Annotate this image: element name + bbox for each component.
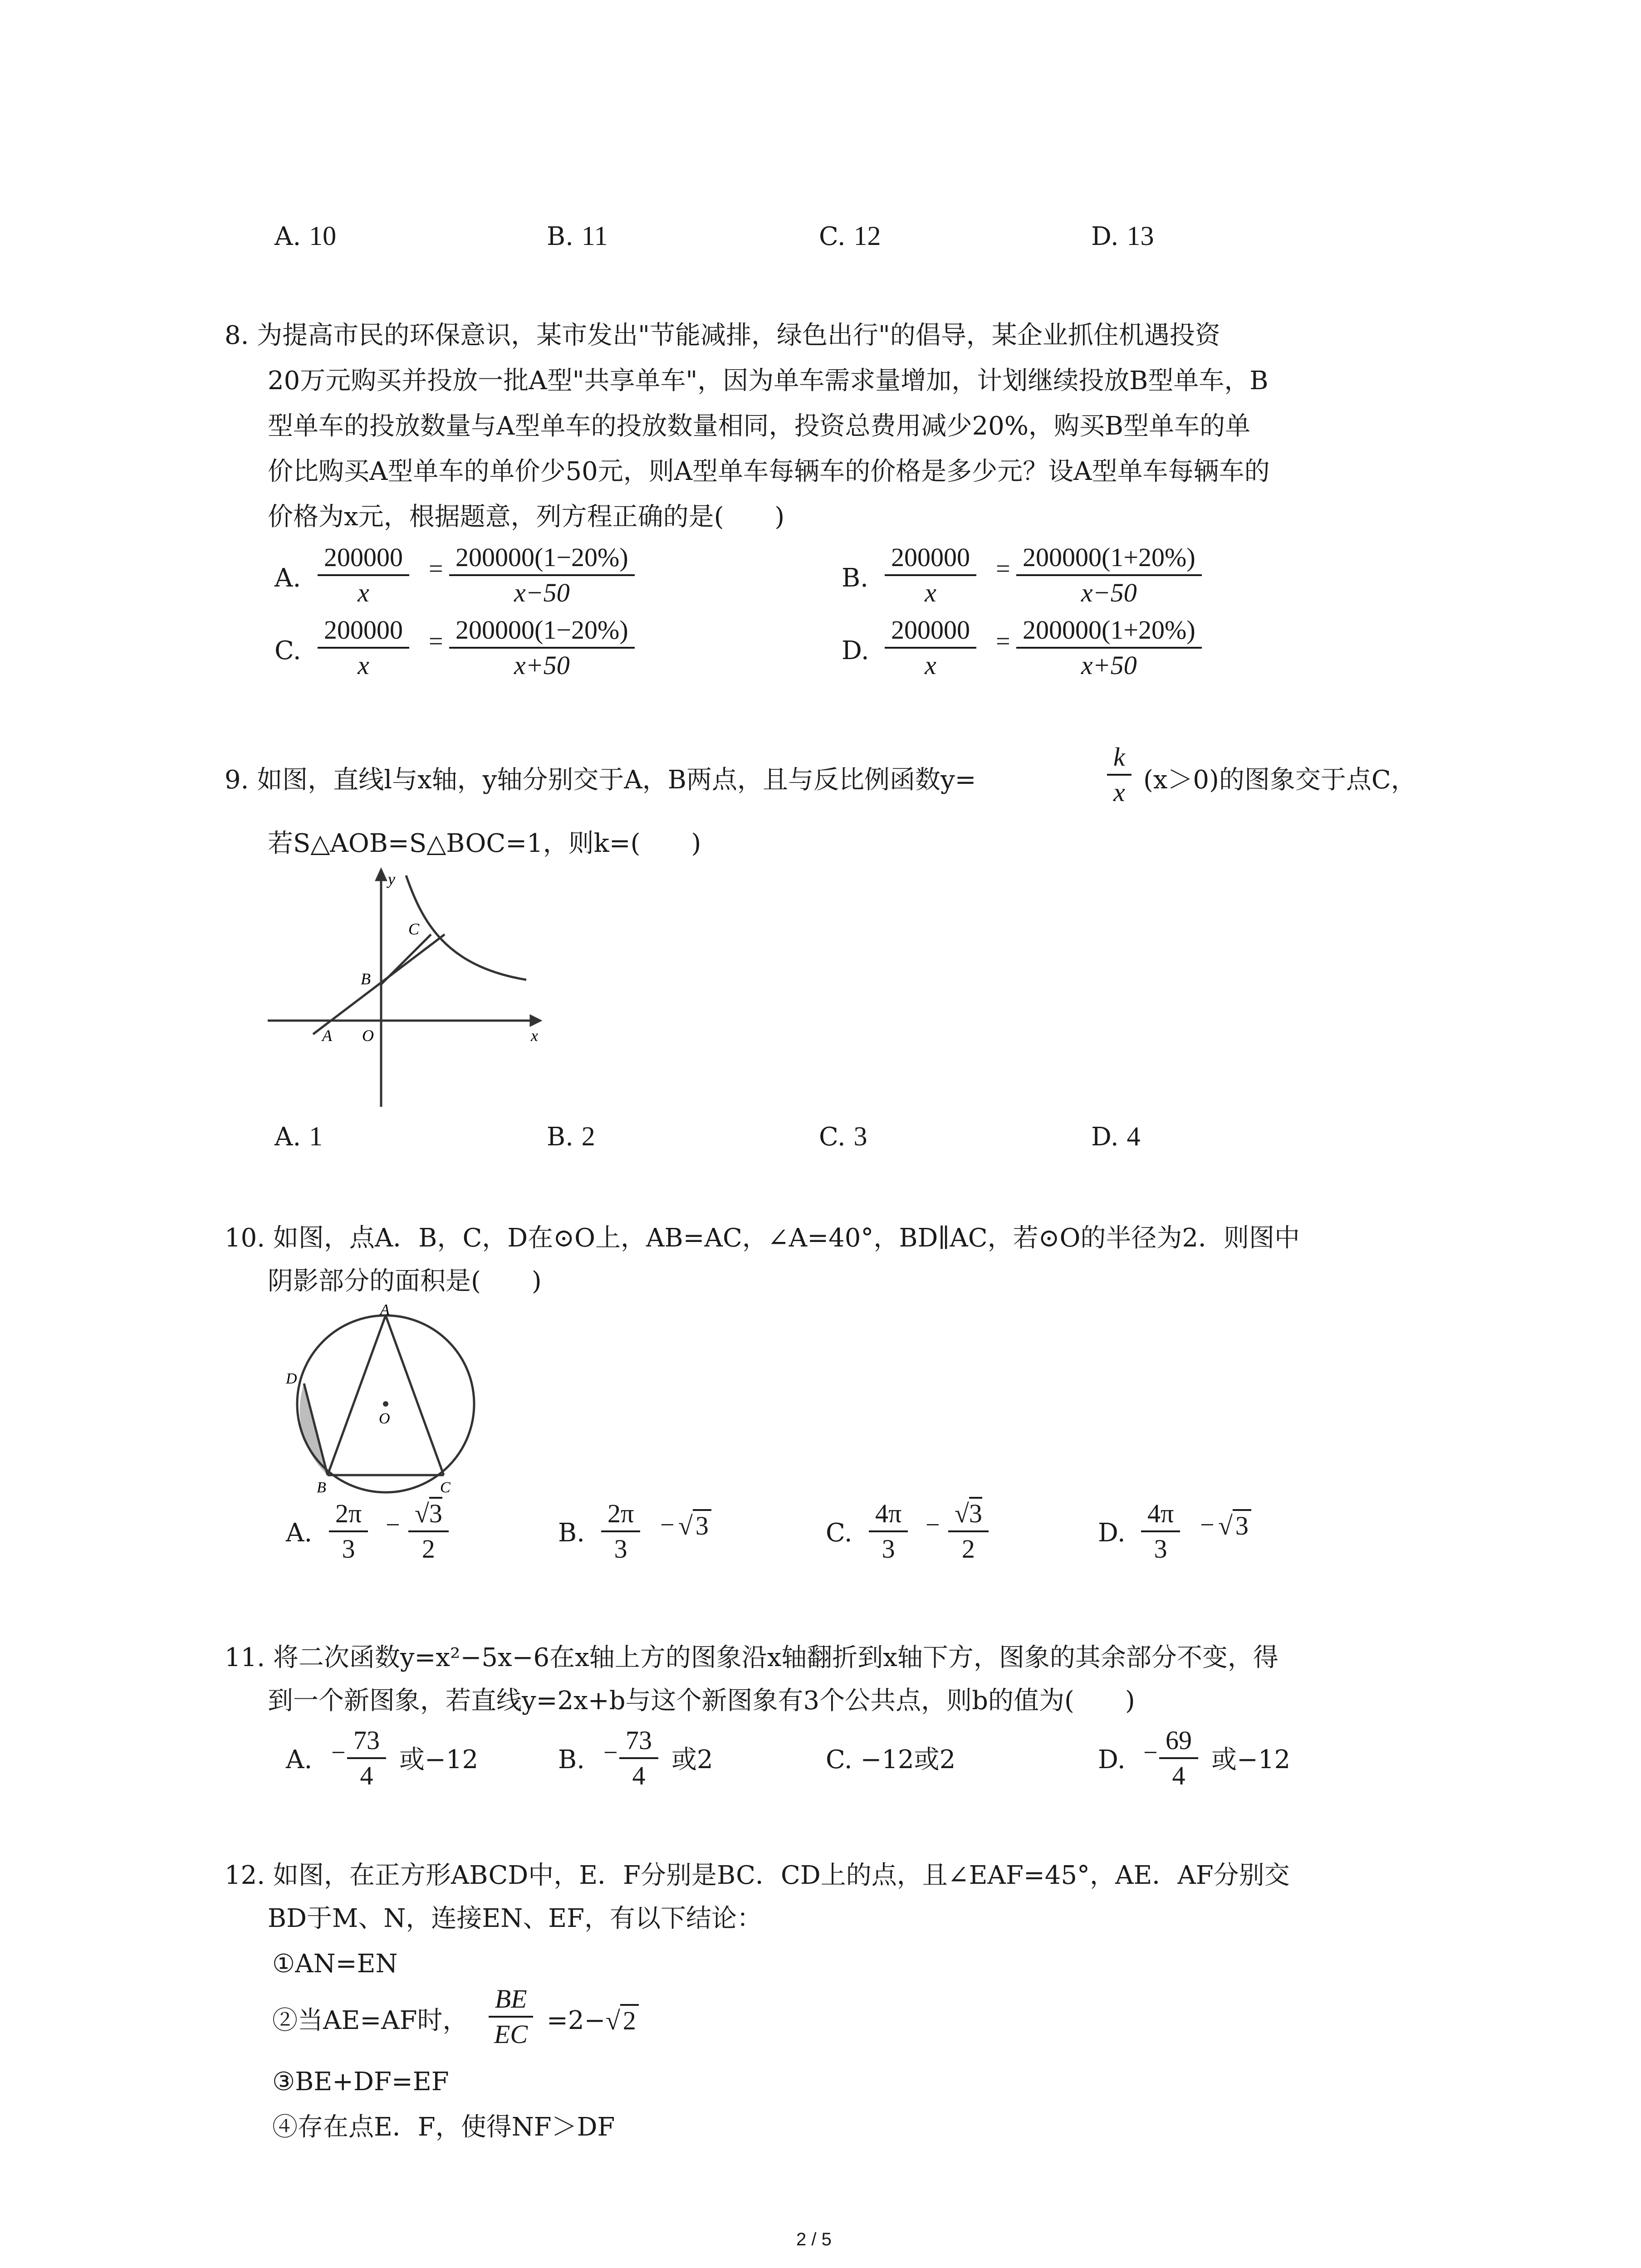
q9-label-y: y (388, 870, 395, 888)
q11-option-b-frac: $\frac{73}{4}$ (619, 1724, 658, 1793)
q11-line-1: 11. 将二次函数y=x²−5x−6在x轴上方的图象沿x轴翻折到x轴下方，图象的其余部分不变，得 (225, 1643, 1279, 1672)
q8-line-3: 型单车的投放数量与A型单车的投放数量相同，投资总费用减少20%，购买B型单车的单 (268, 411, 1251, 441)
q10-line-2: 阴影部分的面积是( ) (268, 1266, 542, 1296)
q11-option-a-rest: 或−12 (399, 1745, 479, 1774)
q9-label-o: O (362, 1026, 374, 1045)
q8-option-c-right-frac: $\frac{200000(1-20\%)}{x+50}$ (449, 613, 635, 682)
q11-line-2: 到一个新图象，若直线y=2x+b与这个新图象有3个公共点，则b的值为( ) (268, 1686, 1135, 1716)
q10-option-d-frac: $\frac{4\pi}{3}$ (1141, 1497, 1180, 1566)
q7-option-c: C. 12 (819, 221, 881, 251)
q10-option-d-minus: − (1200, 1511, 1215, 1539)
q8-option-b-left-frac: $\frac{200000}{x}$ (885, 541, 976, 610)
q10-option-d-label: D. (1098, 1518, 1126, 1548)
q10-option-a-frac: $\frac{2\pi}{3}$ (329, 1497, 368, 1566)
q9-option-d: D. 4 (1091, 1121, 1141, 1152)
q11-option-d-label: D. (1098, 1745, 1126, 1774)
q8-line-4: 价比购买A型单车的单价少50元，则A型单车每辆车的价格是多少元？设A型单车每辆车的 (268, 457, 1270, 486)
q10-figure-circle (277, 1302, 485, 1501)
q9-line-2: 若S△AOB=S△BOC=1，则k=( ) (268, 829, 701, 858)
q8-line-2: 20万元购买并投放一批A型"共享单车"，因为单车需求量增加，计划继续投放B型单车，B (268, 366, 1269, 396)
q10-option-b-frac: $\frac{2\pi}{3}$ (601, 1497, 640, 1566)
q11-option-b-sign: − (603, 1739, 618, 1767)
q8-option-d-right-frac: $\frac{200000(1+20\%)}{x+50}$ (1016, 613, 1202, 682)
q7-option-b: B. 11 (547, 221, 608, 251)
q10-chord-ac (386, 1315, 444, 1475)
q8-option-c-label: C. (274, 636, 301, 665)
q7-option-a: A. 10 (274, 221, 337, 251)
q9-line-l (313, 934, 445, 1034)
q10-option-a-root-frac: $\frac{√3}{2}$ (408, 1497, 449, 1566)
q10-option-b-label: B. (558, 1518, 585, 1548)
q11-option-a-frac: $\frac{73}{4}$ (347, 1724, 386, 1793)
q10-option-c-root-frac: $\frac{√3}{2}$ (948, 1497, 989, 1566)
q11-option-d-sign: − (1143, 1739, 1158, 1767)
q9-label-c: C (408, 920, 420, 938)
q10-option-c-label: C. (826, 1518, 852, 1548)
q12-frac-be-ec: $\frac{BE}{EC}$ (488, 1982, 534, 2051)
q9-label-a: A (322, 1026, 332, 1045)
q12-conclusion-2a: ②当AE=AF时， (272, 2006, 468, 2035)
q8-option-a-label: A. (274, 563, 301, 593)
q8-option-d-label: D. (842, 636, 869, 665)
q8-option-c-left-frac: $\frac{200000}{x}$ (318, 613, 409, 682)
q10-label-b: B (317, 1479, 326, 1496)
q10-center-dot (383, 1401, 388, 1407)
q9-option-a: A. 1 (274, 1121, 323, 1152)
q11-option-c: C. −12或2 (826, 1745, 956, 1774)
q10-option-c-minus: − (926, 1511, 940, 1539)
q10-option-a-label: A. (286, 1518, 313, 1548)
q8-option-b-label: B. (842, 563, 868, 593)
q7-option-d: D. 13 (1091, 221, 1154, 251)
q8-option-a-right-frac: $\frac{200000(1-20\%)}{x-50}$ (449, 541, 635, 610)
q11-option-b-label: B. (558, 1745, 585, 1774)
q8-option-a-equals: = (429, 555, 443, 583)
q9-option-c: C. 3 (819, 1121, 867, 1152)
q10-label-d: D (286, 1370, 297, 1387)
q10-line-1: 10. 如图，点A．B，C，D在⊙O上，AB=AC，∠A=40°，BD∥AC，若⊙O的半径为2．则图中 (225, 1223, 1300, 1253)
q9-y-arrow (377, 870, 386, 880)
q8-option-b-right-frac: $\frac{200000(1+20\%)}{x-50}$ (1016, 541, 1202, 610)
q11-option-a-sign: − (331, 1739, 346, 1767)
q8-option-d-left-frac: $\frac{200000}{x}$ (885, 613, 976, 682)
q12-conclusion-4: ④存在点E．F，使得NF＞DF (272, 2112, 615, 2142)
q8-line-1: 8. 为提高市民的环保意识，某市发出"节能减排，绿色出行"的倡导，某企业抓住机遇投资 (225, 321, 1220, 350)
q9-line-bc (381, 934, 431, 984)
q10-option-b-root: √ 3 (678, 1510, 711, 1541)
q10-option-d-root: √ 3 (1218, 1510, 1251, 1541)
q10-label-a: A (380, 1302, 390, 1318)
q10-option-b-minus: − (660, 1511, 675, 1539)
q12-root-2: √ 2 (606, 1998, 639, 2043)
q9-figure-graph (259, 866, 558, 1120)
q12-line-2: BD于M、N，连接EN、EF，有以下结论： (268, 1904, 763, 1933)
q10-label-o: O (379, 1410, 390, 1427)
q11-option-d-frac: $\frac{69}{4}$ (1159, 1724, 1198, 1793)
q10-chord-ab (328, 1315, 386, 1475)
q12-line-1: 12. 如图，在正方形ABCD中，E．F分别是BC．CD上的点，且∠EAF=45°，AE．AF分别交 (225, 1861, 1290, 1890)
q9-option-b: B. 2 (547, 1121, 595, 1152)
q12-conclusion-1: ①AN=EN (272, 1949, 398, 1979)
q9-label-x: x (531, 1026, 538, 1045)
q9-line-1a: 9. 如图，直线l与x轴，y轴分别交于A，B两点，且与反比例函数y= (225, 765, 976, 795)
q11-option-a-label: A. (286, 1745, 313, 1774)
q9-hyperbola (406, 875, 526, 980)
q12-conclusion-3: ③BE+DF=EF (272, 2067, 449, 2097)
page-number: 2 / 5 (796, 2229, 832, 2249)
q10-option-a-minus: − (386, 1511, 400, 1539)
q8-option-d-equals: = (996, 627, 1010, 655)
q11-option-b-rest: 或2 (671, 1745, 713, 1774)
q8-option-c-equals: = (429, 627, 443, 655)
q9-line-1b: (x＞0)的图象交于点C， (1143, 765, 1416, 795)
q10-option-c-frac: $\frac{4\pi}{3}$ (869, 1497, 908, 1566)
q8-option-b-equals: = (996, 555, 1010, 583)
q8-option-a-left-frac: $\frac{200000}{x}$ (318, 541, 409, 610)
q8-line-5: 价格为x元，根据题意，列方程正确的是( ) (268, 502, 785, 532)
q9-label-b: B (361, 970, 371, 988)
q9-frac-k-over-x: $\frac{k}{x}$ (1107, 740, 1132, 809)
q12-conclusion-2b: =2− (547, 2006, 606, 2035)
q9-x-arrow (531, 1016, 540, 1025)
q11-option-d-rest: 或−12 (1211, 1745, 1291, 1774)
q10-label-c: C (440, 1479, 451, 1496)
